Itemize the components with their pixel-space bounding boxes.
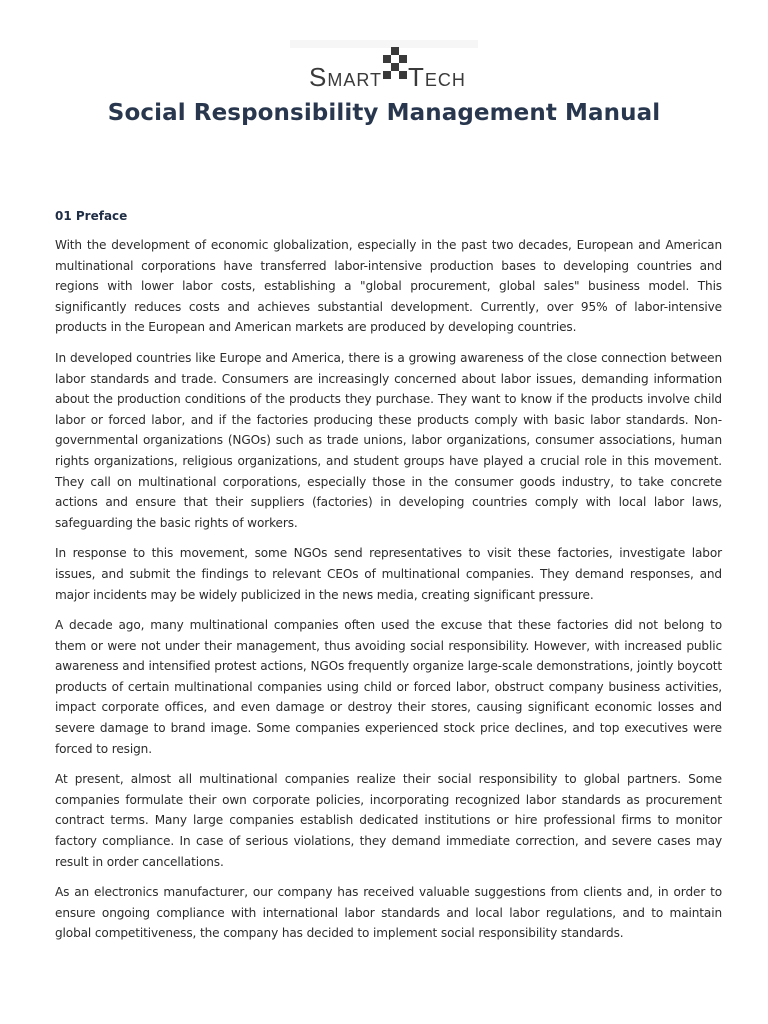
logo-text-smart: Smart (308, 62, 382, 92)
document-title: Social Responsibility Management Manual (107, 100, 661, 126)
company-logo (0, 40, 768, 92)
document-body (55, 207, 722, 954)
section-heading-preface: 01 Preface (55, 209, 128, 223)
checker-mark-icon (383, 47, 407, 79)
paragraph: At present, almost all multinational companies realize their social responsibility to global partners. Some companies formulate their own corporate policies, incorporating recognized labor standards as procurement contract terms. Many large companies establish dedicated institutions or hire professional firms to monitor factory compliance. In case of serious violations, they demand immediate correction, and severe cases may result in order cancellations. (55, 772, 722, 869)
paragraph: In developed countries like Europe and America, there is a growing awareness of the close connection between labor standards and trade. Consumers are increasingly concerned about labor issues, demanding information about the production conditions of the products they purchase. They want to know if the products involve child labor or forced labor, and if the factories producing these products comply with basic labor standards. Non-governmental organizations (NGOs) such as trade unions, labor organizations, consumer associations, human rights organizations, religious organizations, and student groups have played a crucial role in this movement. They call on multinational corporations, especially those in the consumer goods industry, to take concrete actions and ensure that their suppliers (factories) in developing countries comply with local labor laws, safeguarding the basic rights of workers. (55, 350, 722, 530)
paragraph: In response to this movement, some NGOs send representatives to visit these factories, investigate labor issues, and submit the findings to relevant CEOs of multinational companies. They demand responses, and major incidents may be widely publicized in the news media, creating significant pressure. (55, 546, 722, 602)
smarttech-logo-graphic (284, 40, 484, 92)
paragraph: As an electronics manufacturer, our company has received valuable suggestions from clients and, in order to ensure ongoing compliance with international labor standards and local labor regulations, and to maintain global competitiveness, the company has decided to implement social responsibility standards. (55, 885, 722, 941)
paragraph: With the development of economic globalization, especially in the past two decades, European and American multinational corporations have transferred labor-intensive production bases to developing countries and regions with lower labor costs, establishing a "global procurement, global sales" business model. This significantly reduces costs and achieves substantial development. Currently, over 95% of labor-intensive products in the European and American markets are produced by developing countries. (55, 238, 722, 335)
logo-banner (290, 40, 478, 48)
paragraph: A decade ago, many multinational companies often used the excuse that these factories did not belong to them or were not under their management, thus avoiding social responsibility. However, with increased public awareness and intensified protest actions, NGOs frequently organize large-scale demonstrations, jointly boycott products of certain multinational companies using child or forced labor, obstruct company business activities, impact corporate offices, and even damage or destroy their stores, causing significant economic losses and severe damage to brand image. Some companies experienced stock price declines, and top executives were forced to resign. (55, 618, 722, 756)
logo-text-tech: Tech (408, 62, 466, 92)
